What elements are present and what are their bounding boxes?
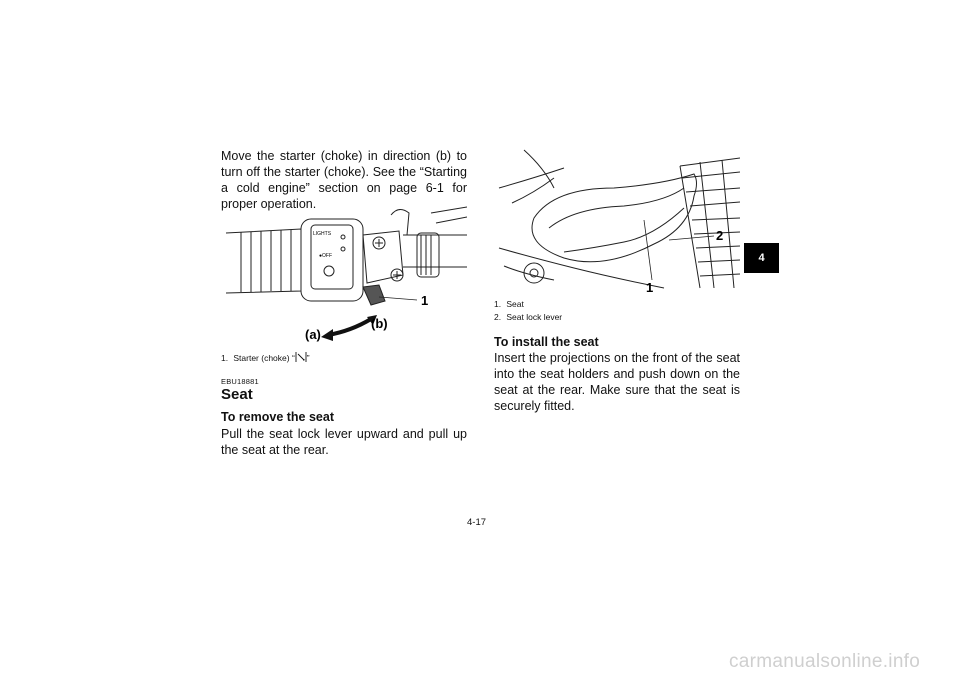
caption-number: 2. xyxy=(494,312,502,322)
label-a: (a) xyxy=(305,327,321,342)
page-number: 4-17 xyxy=(467,517,487,528)
caption-text: Starter (choke) “ xyxy=(233,353,295,363)
callout-1-seat: 1 xyxy=(646,280,654,295)
watermark-text: carmanualsonline.info xyxy=(729,651,921,672)
label-b: (b) xyxy=(371,316,388,331)
section-title: Seat xyxy=(221,386,253,403)
figure2-caption-1 xyxy=(494,298,524,311)
caption-number: 1. xyxy=(221,353,229,363)
lights-label: LIGHTS xyxy=(313,231,332,237)
choke-symbol-icon xyxy=(295,352,307,362)
section-code: EBU18881 xyxy=(221,377,259,386)
seat-illustration xyxy=(494,148,740,296)
callout-2: 2 xyxy=(716,228,724,243)
caption-text: Seat xyxy=(506,299,524,309)
install-seat-heading: To install the seat xyxy=(494,335,599,349)
figure1-caption xyxy=(221,352,467,365)
callout-1: 1 xyxy=(421,293,429,308)
handlebar-illustration xyxy=(221,205,467,345)
off-label: ●OFF xyxy=(319,253,333,259)
caption-close-quote: ” xyxy=(306,353,310,363)
chapter-tab: 4 xyxy=(744,243,779,273)
remove-seat-text: Pull the seat lock lever upward and pull up the seat at the rear. xyxy=(221,427,467,457)
caption-number: 1. xyxy=(494,299,502,309)
intro-paragraph: Move the starter (choke) in direction (b) to turn off the starter (choke). See the “Starting a cold engine” section on page 6-1 for proper operation. xyxy=(221,149,467,211)
install-seat-text: Insert the projections on the front of the seat into the seat holders and push down on the seat at the rear. Make sure that the seat is securely fitted. xyxy=(494,351,740,413)
remove-seat-heading: To remove the seat xyxy=(221,410,335,424)
caption-text: Seat lock lever xyxy=(506,312,563,322)
seat-figure xyxy=(494,148,740,296)
choke-switch-figure xyxy=(221,205,467,345)
figure2-caption-2 xyxy=(494,311,562,324)
